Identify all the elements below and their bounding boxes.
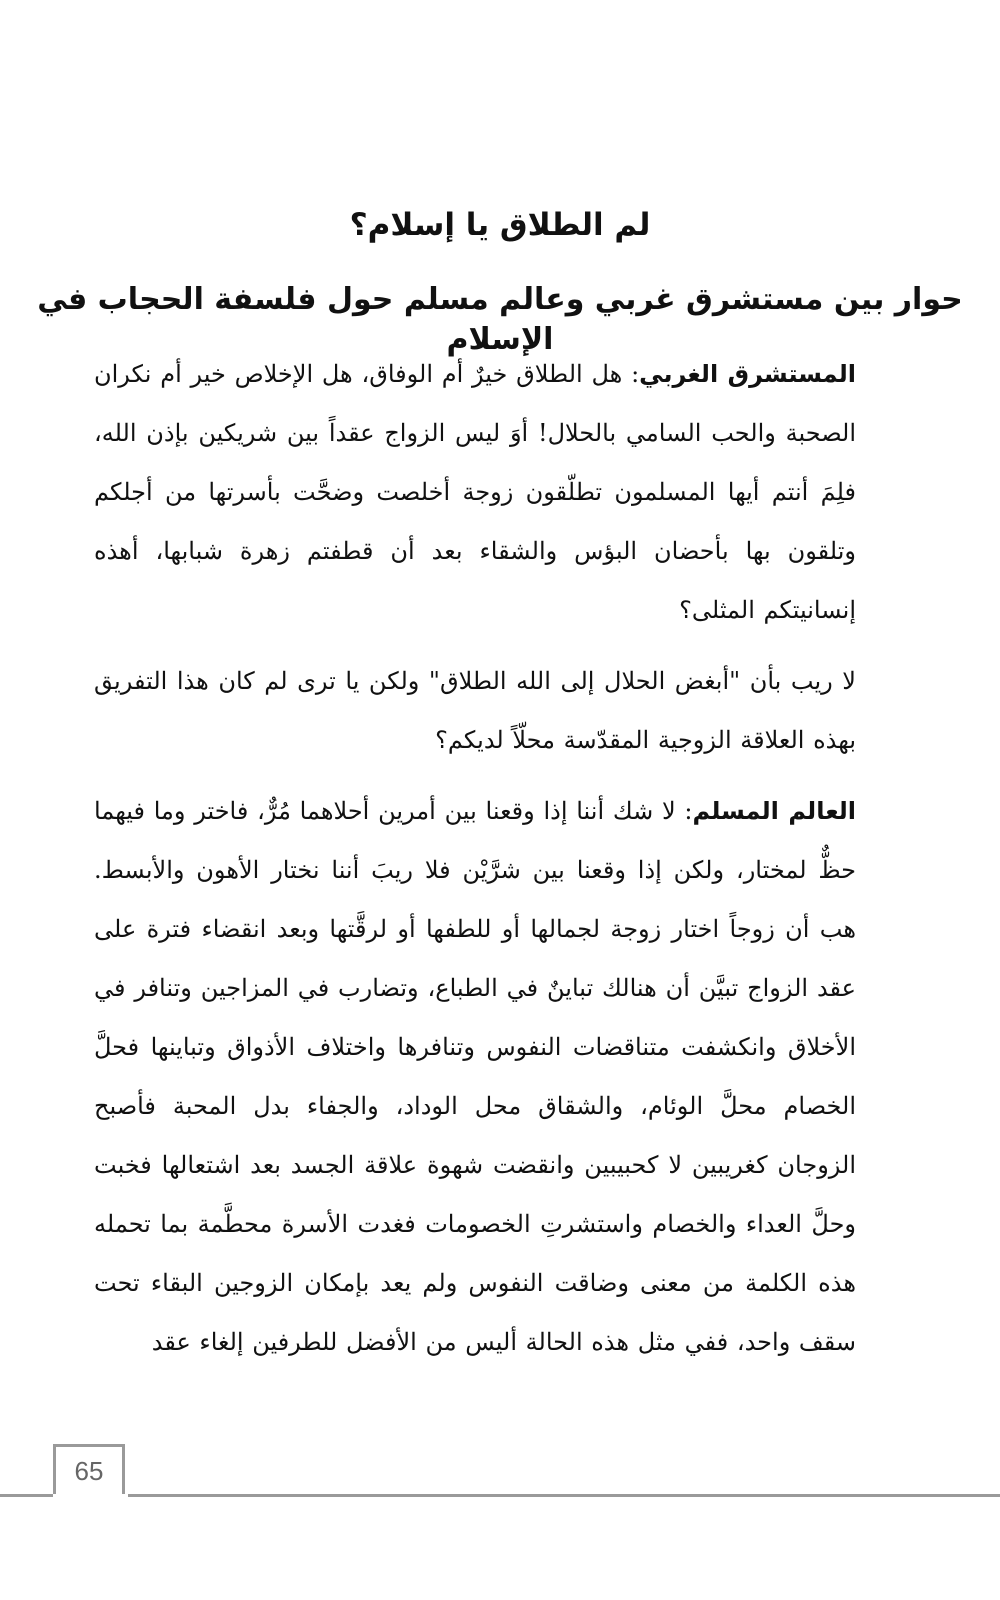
- page-title: لم الطلاق يا إسلام؟: [349, 207, 651, 243]
- page-number: 65: [53, 1444, 125, 1494]
- footer-divider-left: [0, 1494, 53, 1497]
- paragraph-divorce-question: لا ريب بأن "أبغض الحلال إلى الله الطلاق" ولكن يا ترى لم كان هذا التفريق بهذه العلاقة الزوجية المقدّسة محلّاً لديكم؟: [94, 667, 856, 754]
- paragraph-scholar-answer: [94, 782, 856, 1372]
- speaker-label-orientalist: المستشرق الغربي: [639, 360, 857, 388]
- paragraph-text: : هل الطلاق خيرٌ أم الوفاق، هل الإخلاص خير أم نكران الصحبة والحب السامي بالحلال! أوَ ليس الزواج عقداً بين شريكين بإذن الله، فلِمَ أنتم أيها المسلمون تطلّقون زوجة أخلصت وضحَّت بأسرتها من أجلكم وتلقون بها بأحضان البؤس والشقاء بعد أن قطفتم زهرة شبابها، أهذه إنسانيتكم المثلى؟: [94, 360, 856, 624]
- paragraph-orientalist-question: [94, 345, 856, 640]
- footer-divider-right: [128, 1494, 1000, 1497]
- body-text: [94, 345, 856, 1372]
- page-subtitle: حوار بين مستشرق غربي وعالم مسلم حول فلسفة الحجاب في الإسلام: [37, 282, 963, 357]
- paragraph-text: : لا شك أننا إذا وقعنا بين أمرين أحلاهما مُرٌّ، فاختر وما فيهما حظٌّ لمختار، ولكن إذا وقعنا بين شرَّيْن فلا ريبَ أننا نختار الأهون والأبسط. هب أن زوجاً اختار زوجة لجمالها أو للطفها أو لرقَّتها وبعد انقضاء فترة على عقد الزواج تبيَّن أن هنالك تباينٌ في الطباع، وتضارب في المزاجين وتنافر في الأخلاق وانكشفت متناقضات النفوس وتنافرها واختلاف الأذواق وتباينها فحلَّ الخصام محلَّ الوئام، والشقاق محل الوداد، والجفاء بدل المحبة فأصبح الزوجان كغريبين لا كحبيبين وانقضت شهوة علاقة الجسد بعد اشتعالها فخبت وحلَّ العداء والخصام واستشرتِ الخصومات فغدت الأسرة محطَّمة بما تحمله هذه الكلمة من معنى وضاقت النفوس ولم يعد بإمكان الزوجين البقاء تحت سقف واحد، ففي مثل هذه الحالة أليس من الأفضل للطرفين إلغاء عقد: [94, 797, 857, 1356]
- speaker-label-scholar: العالم المسلم: [692, 797, 856, 825]
